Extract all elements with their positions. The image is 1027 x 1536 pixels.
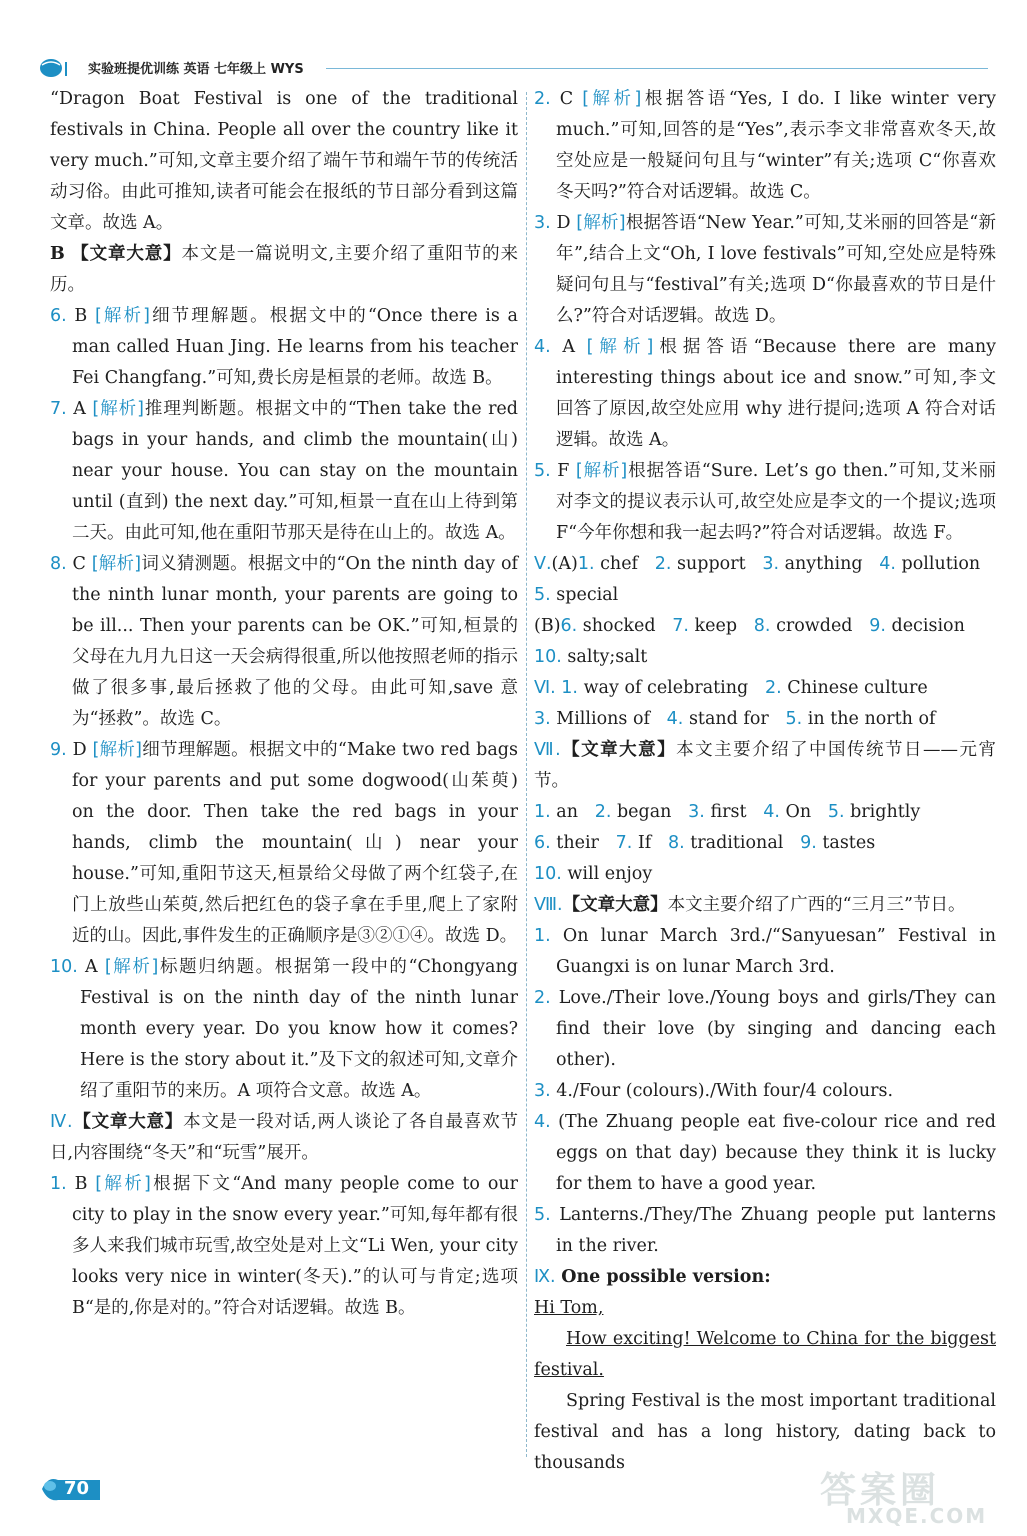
answer-4-1: 1. B [解析]根据下文“And many people come to our city to play in the snow every year.”可知,每年都有很多人来我们城市玩雪,故空处是对上文“Li Wen, your city looks very nice in winter(冬天).”的认可与肯定;选项 B“是的,你是对的。”符合对话逻辑。故选 B。 <box>50 1174 518 1318</box>
page-number-badge <box>40 1474 104 1504</box>
answer-8: 8. C [解析]词义猜测题。根据文中的“On the ninth day of the ninth lunar month, your parents are going to be ill... Then your parents can be OK.”可知,桓景的父母在九月九日这一天会病得很重,所以他按照老师的指示做了很多事,最后拯救了他的父母。由此可知,save 意为“拯救”。故选 C。 <box>50 554 518 729</box>
section-5-row-a: Ⅴ.(A)1. chef 2. support 3. anything 4. pollution <box>534 554 981 574</box>
section-8-answer-5: 5. Lanterns./They/The Zhuang people put lanterns in the river. <box>534 1205 996 1256</box>
answer-7: 7. A [解析]推理判断题。根据文中的“Then take the red bags in your hands, and climb the mountain(山) near your house. You can stay on the mountain until (直到) the next day.”可知,桓景一直在山上待到第二天。由此可知,他在重阳节那天是待在山上的。故选 A。 <box>50 399 518 543</box>
essay-greeting: Hi Tom, <box>534 1298 604 1318</box>
page-header <box>38 54 988 80</box>
section-7-row-3: 10. will enjoy <box>534 864 653 884</box>
answer-6: 6. B [解析]细节理解题。根据文中的“Once there is a man called Huan Jing. He learns from his teacher Fei Changfang.”可知,费长房是桓景的老师。故选 B。 <box>50 306 518 388</box>
section-8-answer-3: 3. 4./Four (colours)./With four/4 colours. <box>534 1081 894 1101</box>
left-column <box>50 84 518 1324</box>
header-rule <box>326 68 988 69</box>
site-watermark: 答案圈 MXQE.COM <box>820 1470 988 1528</box>
section-b-summary: B 【文章大意】本文是一篇说明文,主要介绍了重阳节的来历。 <box>50 244 518 295</box>
section-5-row-b: (B)6. shocked 7. keep 8. crowded 9. decision <box>534 616 965 636</box>
book-logo-icon <box>38 56 74 78</box>
answer-9: 9. D [解析]细节理解题。根据文中的“Make two red bags for your parents and put some dogwood(山茱萸) on the door. Then take the red bags in your hands, climb the mountain(山) near your house.”可知,重阳节这天,桓景给父母做了两个红袋子,在门上放些山茱萸,然后把红色的袋子拿在手里,爬上了家附近的山。因此,事件发生的正确顺序是③②①④。故选 D。 <box>50 740 518 946</box>
section-7-summary: Ⅶ.【文章大意】本文主要介绍了中国传统节日——元宵节。 <box>534 740 997 791</box>
section-6-row-2: 3. Millions of 4. stand for 5. in the north of <box>534 709 936 729</box>
section-8-answer-4: 4. (The Zhuang people eat five-colour rice and red eggs on that day) because they think it is lucky for them to have a good year. <box>534 1112 996 1194</box>
column-divider <box>526 92 527 1457</box>
answer-4-3: 3. D [解析]根据答语“New Year.”可知,艾米丽的回答是“新年”,结合上文“Oh, I love festivals”可知,空处应是特殊疑问句且与“festival”有关;选项 D“你最喜欢的节日是什么?”符合对话逻辑。故选 D。 <box>534 213 996 326</box>
section-4-summary: Ⅳ.【文章大意】本文是一段对话,两人谈论了各自最喜欢节日,内容围绕“冬天”和“玩雪”展开。 <box>50 1112 518 1163</box>
answer-10: 10. A [解析]标题归纳题。根据第一段中的“Chongyang Festival is on the ninth day of the ninth lunar month every year. Do you know how it comes? Here is the story about it.”及下文的叙述可知,文章介绍了重阳节的来历。A 项符合文意。故选 A。 <box>50 957 518 1101</box>
section-6-row-1: Ⅵ. 1. way of celebrating 2. Chinese culture <box>534 678 928 698</box>
section-8-answer-2: 2. Love./Their love./Young boys and girls/They can find their love (by singing and dancing each other). <box>534 988 996 1070</box>
section-8-answer-1: 1. On lunar March 3rd./“Sanyuesan” Festival in Guangxi is on lunar March 3rd. <box>534 926 996 977</box>
section-9-heading: Ⅸ. One possible version: <box>534 1267 771 1287</box>
section-5-row-a2: 5. special <box>534 585 619 605</box>
section-7-row-1: 1. an 2. began 3. first 4. On 5. brightly <box>534 802 921 822</box>
section-8-summary: Ⅷ.【文章大意】本文主要介绍了广西的“三月三”节日。 <box>534 895 966 915</box>
answer-4-2: 2. C [解析]根据答语“Yes, I do. I like winter very much.”可知,回答的是“Yes”,表示李文非常喜欢冬天,故空处应是一般疑问句且与“winter”有关;选项 C“你喜欢冬天吗?”符合对话逻辑。故选 C。 <box>534 89 997 202</box>
essay-opening-line: How exciting! Welcome to China for the biggest festival. <box>534 1329 996 1380</box>
left-continued-paragraph: “Dragon Boat Festival is one of the traditional festivals in China. People all over the country like it very much.”可知,文章主要介绍了端午节和端午节的传统活动习俗。由此可推知,读者可能会在报纸的节日部分看到这篇文章。故选 A。 <box>50 89 518 233</box>
essay-paragraph: Spring Festival is the most important traditional festival and has a long history, dating back to thousands <box>534 1391 996 1473</box>
answer-4-4: 4. A [解析]根据答语“Because there are many interesting things about ice and snow.”可知,李文回答了原因,故空处应用 why 进行提问;选项 A 符合对话逻辑。故选 A。 <box>534 337 997 450</box>
header-title: 实验班提优训练 英语 七年级上 WYS <box>88 62 304 77</box>
page-number: 70 <box>64 1478 90 1499</box>
section-7-row-2: 6. their 7. If 8. traditional 9. tastes <box>534 833 876 853</box>
right-column <box>534 84 996 1479</box>
answer-4-5: 5. F [解析]根据答语“Sure. Let’s go then.”可知,艾米丽对李文的提议表示认可,故空处应是李文的一个提议;选项 F“今年你想和我一起去吗?”符合对话逻辑。故选 F。 <box>534 461 996 543</box>
section-5-row-b2: 10. salty;salt <box>534 647 648 667</box>
